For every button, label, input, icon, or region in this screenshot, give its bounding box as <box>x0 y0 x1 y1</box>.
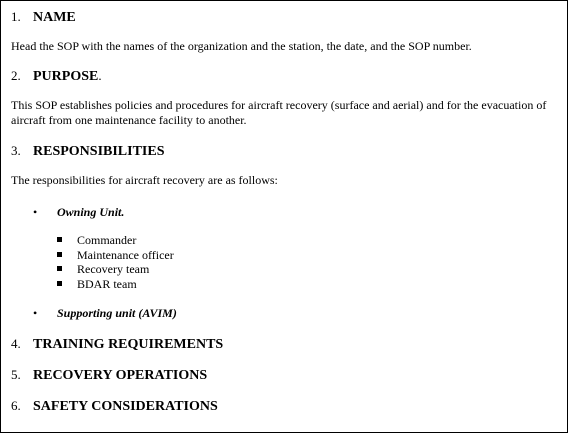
sub-list-item: Maintenance officer <box>57 248 174 263</box>
bullet-label: Supporting unit (AVIM) <box>57 306 177 320</box>
square-bullet-icon <box>57 252 62 257</box>
square-bullet-icon <box>57 266 62 271</box>
section-number: 6. <box>11 398 21 413</box>
section-title: SAFETY CONSIDERATIONS <box>33 399 218 414</box>
section-title-trail: . <box>98 68 102 83</box>
owning-unit-sublist <box>57 233 174 291</box>
square-bullet-icon <box>57 237 62 242</box>
section-heading-recovery-operations <box>11 367 207 384</box>
responsibilities-paragraph: The responsibilities for aircraft recovery are as follows: <box>11 173 278 187</box>
purpose-paragraph: This SOP establishes policies and procedures for aircraft recovery (surface and aerial) and for the evacuation of aircraft from one maintenance facility to another. <box>11 98 547 127</box>
section-number: 5. <box>11 367 21 382</box>
section-number: 3. <box>11 143 21 158</box>
bullet-label: Owning Unit. <box>57 205 125 219</box>
section-title: NAME <box>33 10 76 25</box>
section-heading-name <box>11 9 76 26</box>
square-bullet-icon <box>57 281 62 286</box>
name-paragraph: Head the SOP with the names of the organization and the station, the date, and the SOP number. <box>11 39 472 53</box>
section-title: PURPOSE <box>33 69 99 84</box>
section-number: 1. <box>11 9 21 24</box>
section-heading-training <box>11 336 223 353</box>
section-number: 4. <box>11 336 21 351</box>
sub-list-item: BDAR team <box>57 277 174 292</box>
bullet-dot: • <box>33 306 38 320</box>
bullet-dot: • <box>33 205 38 219</box>
section-title: TRAINING REQUIREMENTS <box>33 337 224 352</box>
sub-list-item: Commander <box>57 233 174 248</box>
section-heading-safety <box>11 398 218 415</box>
section-heading-responsibilities <box>11 143 165 160</box>
section-number: 2. <box>11 68 21 83</box>
section-title: RECOVERY OPERATIONS <box>33 368 208 383</box>
section-heading-purpose <box>11 68 102 85</box>
bullet-owning-unit <box>33 205 124 220</box>
bullet-supporting-unit <box>33 306 177 321</box>
sub-list-item: Recovery team <box>57 262 174 277</box>
section-title: RESPONSIBILITIES <box>33 144 165 159</box>
